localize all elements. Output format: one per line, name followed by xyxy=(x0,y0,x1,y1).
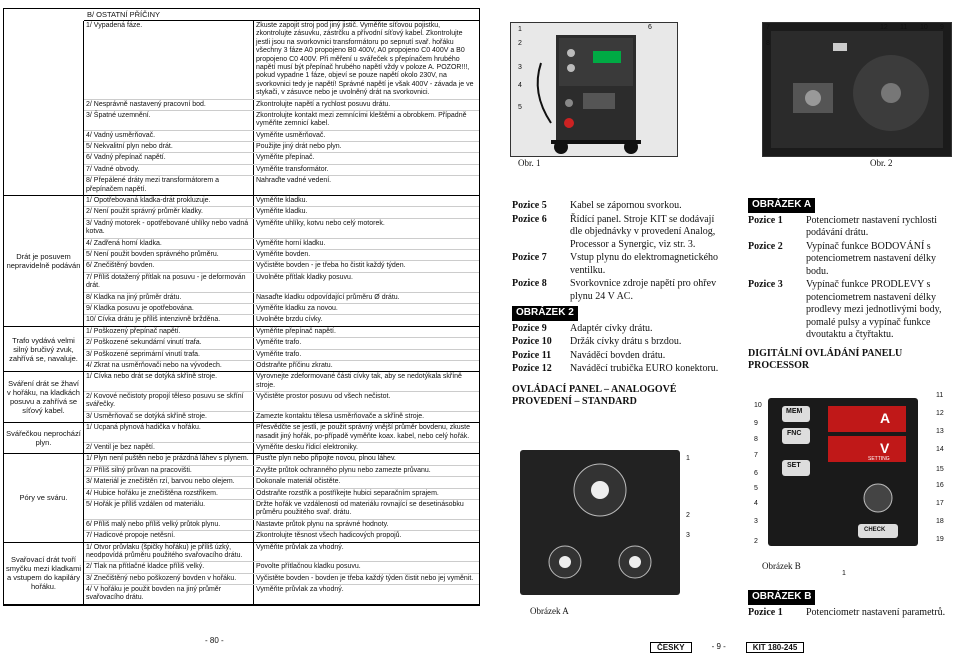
legend-key: Pozice 5 xyxy=(512,200,547,211)
remedy-cell: Zkontrolujte kontakt mezi zemnícími kleštěmi a obrobkem. Případně vyměňte zemnicí kabel. xyxy=(256,111,467,128)
remedy-cell: Vyměňte kladku. xyxy=(256,208,308,216)
panel-b-right-num: 18 xyxy=(936,518,944,525)
legend-key: Pozice 2 xyxy=(748,240,783,252)
cause-cell: 1/ Vypadená fáze. xyxy=(84,21,254,99)
remedy-cell: Vyrovnejte zdeformované části cívky tak, aby se nedotýkala skříně stroje. xyxy=(256,373,462,389)
remedy-cell: Nasaďte kladku odpovídající průměru Ø drátu. xyxy=(256,293,400,301)
obr2-title: OBRÁZEK 2 xyxy=(512,306,578,321)
legend-right xyxy=(748,196,954,372)
problem-group xyxy=(4,196,479,327)
legend-value: Potenciometr nastavení parametrů. xyxy=(806,606,946,618)
footer-model: KIT 180-245 xyxy=(746,642,804,653)
remedy-cell: Pusťte plyn nebo připojte novou, plnou láhev. xyxy=(256,455,396,463)
legend-item xyxy=(512,323,722,336)
fig2-num-8: 8 xyxy=(766,40,770,47)
table-row xyxy=(84,392,479,412)
panel-b-num-bottom: 1 xyxy=(842,570,846,577)
footer-page-number: - 9 - xyxy=(711,642,726,651)
cause-cell: 3/ Poškozené seprimární vinutí trafa. xyxy=(84,350,254,360)
remedy-cell: Odstraňte rozstřik a postříkejte hubici separačním sprajem. xyxy=(256,489,439,497)
problem-group xyxy=(4,543,479,605)
table-body xyxy=(4,21,479,605)
table-row xyxy=(84,520,479,531)
legend-item xyxy=(512,214,722,252)
panel-a-num-3: 3 xyxy=(686,532,690,539)
check-button[interactable]: CHECK xyxy=(864,527,886,533)
problem-group xyxy=(4,21,479,196)
panel-b-right-num: 17 xyxy=(936,500,944,507)
cause-cell: 2/ Není použit správný průměr kladky. xyxy=(84,207,254,217)
panel-a-num-1: 1 xyxy=(686,455,690,462)
legend-value: Řídící panel. Stroje KIT se dodávají dle objednávky v provedení Analog, Processor a Synergic, viz str. 3. xyxy=(570,213,716,250)
remedy-cell: Vyměňte uhlíky, kotvu nebo celý motorek. xyxy=(256,219,385,227)
panel-b-left-num: 8 xyxy=(754,436,758,443)
table-row xyxy=(84,21,479,100)
table-row xyxy=(84,207,479,218)
obr-b-title: OBRÁZEK B xyxy=(748,590,815,605)
table-row xyxy=(84,142,479,153)
legend-key: Pozice 6 xyxy=(512,213,547,225)
table-row xyxy=(84,543,479,563)
cause-cell: 2/ Příliš silný průvan na pracovišti. xyxy=(84,466,254,476)
cause-cell: 2/ Poškozené sekundární vinutí trafa. xyxy=(84,338,254,348)
table-row xyxy=(84,327,479,338)
panel-b-left-num: 7 xyxy=(754,452,758,459)
fig2-num-9: 9 xyxy=(940,24,944,31)
legend-value: Naváděcí bovden drátu. xyxy=(570,349,666,361)
cause-cell: 1/ Opotřebovaná kladka-drát prokluzuje. xyxy=(84,196,254,206)
panel-b-left-num: 10 xyxy=(754,402,762,409)
panel-b-right-num: 14 xyxy=(936,446,944,453)
remedy-cell: Přesvědčte se jestli, je použit správný vnější průměr bovdenu, zkuste nasadit jiný hořák, po-případě vyměňte koax. kabel, nebo celý hořák. xyxy=(256,424,470,440)
legend-value: Vypínač funkce PRODLEVY s potenciometrem nastavení délky prodlevy mezi jednotlivými body, pomalé pulsy a vypínač funkce dvoutaktu a čtyřtaktu. xyxy=(806,279,942,340)
remedy-cell: Zamezte kontaktu tělesa usměrňovače a skříně stroje. xyxy=(256,412,425,420)
legend-key: Pozice 12 xyxy=(512,363,552,374)
table-row xyxy=(84,585,479,604)
problem-description: Póry ve sváru. xyxy=(4,454,84,541)
remedy-cell: Vyměňte průvlak za vhodný. xyxy=(256,586,344,594)
remedy-cell: Vyměňte trafo. xyxy=(256,339,302,347)
remedy-cell: Vyměňte kladku. xyxy=(256,197,308,205)
cause-cell: 2/ Tlak na přítlačné kladce příliš velký. xyxy=(84,562,254,572)
problem-description: Svařovací drát tvoří smyčku mezi kladkami a vstupem do kapiláry hořáku. xyxy=(4,543,84,604)
legend-value: Naváděcí trubička EURO konektoru. xyxy=(570,363,719,374)
remedy-cell: Použijte jiný drát nebo plyn. xyxy=(256,143,342,151)
panel-b-right-num: 13 xyxy=(936,428,944,435)
table-row xyxy=(84,304,479,315)
remedy-cell: Nahraďte vadné vedení. xyxy=(256,177,332,185)
remedy-cell: Dokonale materiál očistěte. xyxy=(256,478,341,486)
legend-item xyxy=(512,278,722,303)
cause-cell: 3/ Materiál je znečištěn rzí, barvou nebo olejem. xyxy=(84,477,254,487)
cause-cell: 7/ Hadicové propoje netěsní. xyxy=(84,531,254,541)
table-row xyxy=(84,261,479,272)
table-row xyxy=(84,466,479,477)
cause-cell: 1/ Poškozený přepínač napětí. xyxy=(84,327,254,337)
set-button[interactable]: SET xyxy=(787,462,801,469)
remedy-cell: Vyměňte kladku za novou. xyxy=(256,304,338,312)
remedy-cell: Zvyšte průtok ochranného plynu nebo zamezte průvanu. xyxy=(256,466,431,474)
figure-b-label: Obrázek B xyxy=(762,561,801,571)
obr-a-title: OBRÁZEK A xyxy=(748,198,815,213)
table-row xyxy=(84,250,479,261)
display-a-unit: A xyxy=(880,410,891,426)
cause-cell: 8/ Kladka na jiný průměr drátu. xyxy=(84,293,254,303)
welder-front-image xyxy=(511,23,677,156)
remedy-cell: Vyměňte přepínač. xyxy=(256,154,315,162)
panel-b-right-num: 12 xyxy=(936,410,944,417)
cause-cell: 4/ Zadřená horní kladka. xyxy=(84,239,254,249)
right-page xyxy=(500,0,960,655)
welder-inside-image xyxy=(763,23,951,156)
fig2-num-7: 7 xyxy=(766,24,770,31)
panel-b-left-num: 3 xyxy=(754,518,758,525)
legend-item xyxy=(512,252,722,277)
cause-cell: 3/ Špatné uzemnění. xyxy=(84,111,254,130)
legend-obr-b xyxy=(748,588,954,620)
legend-key: Pozice 11 xyxy=(512,349,552,361)
table-row xyxy=(84,574,479,585)
legend-key: Pozice 1 xyxy=(748,606,783,618)
table-row xyxy=(84,531,479,541)
cause-cell: 2/ Kovové nečistoty propojí těleso posuvu se skříní svářečky. xyxy=(84,392,254,411)
remedy-cell: Vyměňte usměrňovač. xyxy=(256,131,326,139)
table-row xyxy=(84,165,479,176)
remedy-cell: Zkontrolujte napětí a rychlost posuvu drátu. xyxy=(256,100,391,108)
remedy-cell: Vyčistěte prostor posuvu od všech nečistot. xyxy=(256,393,391,401)
cause-cell: 4/ Zkrat na usměrňovači nebo na vývodech. xyxy=(84,361,254,371)
problem-description: Trafo vydává velmi silný bručivý zvuk, zahřívá se, navaluje. xyxy=(4,327,84,372)
remedy-cell: Vyměňte průvlak za vhodný. xyxy=(256,543,344,551)
legend-value: Adaptér cívky drátu. xyxy=(570,322,653,334)
fig1-num-6: 6 xyxy=(648,24,652,31)
legend-value: Kabel se zápornou svorkou. xyxy=(570,200,682,211)
legend-item xyxy=(512,350,722,363)
table-row xyxy=(84,412,479,422)
panel-a-num-2: 2 xyxy=(686,512,690,519)
cause-cell: 2/ Ventil je bez napětí. xyxy=(84,443,254,453)
remedy-cell: Nastavte průtok plynu na správné hodnoty. xyxy=(256,520,389,528)
table-row xyxy=(84,219,479,239)
panel-b-left-num: 6 xyxy=(754,470,758,477)
table-row xyxy=(84,111,479,131)
table-row xyxy=(84,562,479,573)
table-row xyxy=(84,315,479,325)
problem-group xyxy=(4,372,479,423)
panel-b-left-num: 9 xyxy=(754,420,758,427)
cause-cell: 5/ Není použit bovden správného průměru. xyxy=(84,250,254,260)
cause-cell: 3/ Znečištěný nebo poškozený bovden v hořáku. xyxy=(84,574,254,584)
remedy-cell: Uvolněte brzdu cívky. xyxy=(256,316,323,324)
table-row xyxy=(84,100,479,111)
table-row xyxy=(84,273,479,293)
table-row xyxy=(84,131,479,142)
table-header: B/ OSTATNÍ PŘÍČINY xyxy=(84,9,479,21)
panel-b-right-num: 15 xyxy=(936,466,944,473)
remedy-cell: Vyměňte trafo. xyxy=(256,350,302,358)
legend-item xyxy=(512,336,722,349)
table-row xyxy=(84,239,479,250)
cause-cell: 1/ Otvor průvlaku (špičky hořáku) je příliš úzký, neodpovídá průměru použitého svařovacího drátu. xyxy=(84,543,254,562)
problem-description xyxy=(4,21,84,195)
fig2-num-11: 11 xyxy=(900,24,908,31)
remedy-cell: Uvolněte přítlak kladky posuvu. xyxy=(256,273,353,281)
legend-key: Pozice 3 xyxy=(748,279,783,290)
table-row xyxy=(84,489,479,500)
table-row xyxy=(84,454,479,465)
legend-key: Pozice 10 xyxy=(512,336,552,347)
footer xyxy=(650,642,804,653)
cause-cell: 9/ Kladka posuvu je opotřebována. xyxy=(84,304,254,314)
remedy-cell: Vyměňte přepínač napětí. xyxy=(256,327,336,335)
legend-key: Pozice 8 xyxy=(512,278,547,289)
remedy-cell: Vyměňte transformátor. xyxy=(256,165,329,173)
panel-b-right-num: 11 xyxy=(936,392,944,399)
table-row xyxy=(84,176,479,195)
table-row xyxy=(84,153,479,164)
cause-cell: 5/ Nekvalitní plyn nebo drát. xyxy=(84,142,254,152)
legend-key: Pozice 7 xyxy=(512,252,547,263)
table-row xyxy=(84,477,479,488)
mem-button[interactable]: MEM xyxy=(786,408,803,415)
fig2-num-10: 10 xyxy=(920,24,928,31)
cause-cell: 7/ Vadné obvody. xyxy=(84,165,254,175)
legend-value: Potenciometr nastavení rychlosti podávání drátu. xyxy=(806,214,938,238)
remedy-cell: Povolte přítlačnou kladku posuvu. xyxy=(256,563,361,571)
legend-value: Vypínač funkce BODOVÁNÍ s potenciometrem nastavení délky bodu. xyxy=(806,240,936,277)
remedy-cell: Vyčistěte bovden - bovden je třeba každý týden čistit nebo jej vyměnit. xyxy=(256,574,474,582)
problem-description: Sváření drát se žhaví v hořáku, na kladkách posuvu a zahřívá se síťový kabel. xyxy=(4,372,84,422)
figure-1-photo xyxy=(510,22,678,157)
cause-cell: 7/ Příliš dotažený přítlak na posuvu - je deformován drát. xyxy=(84,273,254,292)
fig1-num-3: 3 xyxy=(518,64,522,71)
legend-value: Držák cívky drátu s brzdou. xyxy=(570,336,682,347)
cause-cell: 6/ Znečištěný bovden. xyxy=(84,261,254,271)
legend-item xyxy=(748,241,954,279)
cause-cell: 5/ Hořák je příliš vzdálen od materiálu. xyxy=(84,500,254,519)
table-row xyxy=(84,423,479,443)
figure-a-label: Obrázek A xyxy=(530,606,569,616)
page-number-left: - 80 - xyxy=(205,636,224,645)
fnc-button[interactable]: FNC xyxy=(787,430,802,437)
remedy-cell: Držte hořák ve vzdálenosti od materiálu rovnající se desetinásobku průměru použitého svař. drátu. xyxy=(256,500,464,517)
panel-standard-title: OVLÁDACÍ PANEL – ANALOGOVÉ PROVEDENÍ – STANDARD xyxy=(512,383,677,407)
figure-2-photo xyxy=(762,22,952,157)
panel-a-drawing xyxy=(520,450,680,595)
footer-language: ČESKY xyxy=(650,642,692,653)
legend-key: Pozice 1 xyxy=(748,214,783,226)
table-row xyxy=(84,443,479,453)
remedy-cell: Zkontrolujte těsnost všech hadicových propojů. xyxy=(256,532,402,540)
problem-description: Svářečkou neprochází plyn. xyxy=(4,423,84,453)
panel-b-drawing xyxy=(768,398,918,546)
problem-group xyxy=(4,423,479,454)
table-row xyxy=(84,196,479,207)
fig2-num-12: 12 xyxy=(880,24,888,31)
setting-label: SETTING xyxy=(868,456,890,462)
table-row xyxy=(84,338,479,349)
panel-b-image xyxy=(768,398,918,546)
table-row xyxy=(84,361,479,371)
table-row xyxy=(84,293,479,304)
remedy-cell: Odstraňte příčinu zkratu. xyxy=(256,361,333,369)
problem-group xyxy=(4,327,479,373)
panel-a-knobs-image xyxy=(520,450,680,595)
remedy-cell: Vyměňte bovden. xyxy=(256,250,311,258)
remedy-cell: Vyměňte desku řídicí elektroniky. xyxy=(256,444,358,452)
cause-cell: 4/ Hubice hořáku je znečištěna rozstřikem. xyxy=(84,489,254,499)
panel-b-left-num: 2 xyxy=(754,538,758,545)
troubleshooting-table xyxy=(3,8,480,606)
cause-cell: 3/ Vadný motorek - opotřebované uhlíky nebo vadná kotva. xyxy=(84,219,254,238)
fig1-num-5: 5 xyxy=(518,104,522,111)
remedy-cell: Vyměňte horní kladku. xyxy=(256,239,326,247)
legend-item xyxy=(748,279,954,342)
digital-panel-title: DIGITÁLNÍ OVLÁDÁNÍ PANELU PROCESSOR xyxy=(748,347,903,371)
legend-value: Svorkovnice zdroje napětí pro ohřev plynu 24 V AC. xyxy=(570,278,717,302)
cause-cell: 10/ Cívka drátu je příliš intenzivně bržděna. xyxy=(84,315,254,325)
cause-cell: 4/ V hořáku je použit bovden na jiný průměr svařovacího drátu. xyxy=(84,585,254,604)
panel-b-right-num: 16 xyxy=(936,482,944,489)
cause-cell: 4/ Vadný usměrňovač. xyxy=(84,131,254,141)
cause-cell: 8/ Přepálené dráty mezi transformátorem a přepínačem napětí. xyxy=(84,176,254,195)
legend-item xyxy=(512,363,722,376)
display-v-unit: V xyxy=(880,440,890,456)
legend-item xyxy=(748,607,954,620)
figure-1-label: Obr. 1 xyxy=(518,158,541,168)
table-row xyxy=(84,350,479,361)
cause-cell: 1/ Plyn není puštěn nebo je prázdná láhev s plynem. xyxy=(84,454,254,464)
cause-cell: 6/ Příliš malý nebo příliš velký průtok plynu. xyxy=(84,520,254,530)
cause-cell: 3/ Usměrňovač se dotýká skříně stroje. xyxy=(84,412,254,422)
fig1-num-2: 2 xyxy=(518,40,522,47)
cause-cell: 1/ Cívka nebo drát se dotýká skříně stroje. xyxy=(84,372,254,391)
table-row xyxy=(84,500,479,520)
problem-description: Drát je posuvem nepravidelně podáván xyxy=(4,196,84,326)
cause-cell: 6/ Vadný přepínač napětí. xyxy=(84,153,254,163)
legend-item xyxy=(748,215,954,240)
panel-b-left-num: 4 xyxy=(754,500,758,507)
legend-item xyxy=(512,200,722,213)
fig1-num-1: 1 xyxy=(518,26,522,33)
problem-group xyxy=(4,454,479,542)
remedy-cell: Zkuste zapojit stroj pod jiný jistič. Vyměňte síťovou pojistku, zkontrolujte zásuvku, zástrčku a přívodní síťový kabel. Zkontrolujte jestli jsou na svorkovnici transformátoru po sepnutí svař. hořáku všechny 3 fáze A0 propojeno B0 400V, A0 propojeno C0 400V a B0 propojeno C0 400V. Při měření u svářeček s přepínačem hrubého napětí musí být přepínač hrubého napětí vždy v poloze A. POZOR!!!, pokud vypadne 1 fáze, objeví se pouze napětí okolo 230V, na svorkovnici tedy je napětí! Správné napětí je však 400V - závada je ve stykači, v zásuvce nebo je uvolněný drát na svorkovnici. xyxy=(256,22,474,97)
legend-value: Vstup plynu do elektromagnetického ventilku. xyxy=(570,252,719,276)
table-row xyxy=(84,372,479,392)
remedy-cell: Vyčistěte bovden - je třeba ho čistit každý týden. xyxy=(256,262,406,270)
fig1-num-4: 4 xyxy=(518,82,522,89)
cause-cell: 1/ Ucpaná plynová hadička v hořáku. xyxy=(84,423,254,442)
panel-b-left-num: 5 xyxy=(754,485,758,492)
panel-b-right-num: 19 xyxy=(936,536,944,543)
figure-2-label: Obr. 2 xyxy=(870,158,893,168)
legend-left xyxy=(512,200,722,408)
cause-cell: 2/ Nesprávně nastavený pracovní bod. xyxy=(84,100,254,110)
legend-key: Pozice 9 xyxy=(512,322,547,334)
